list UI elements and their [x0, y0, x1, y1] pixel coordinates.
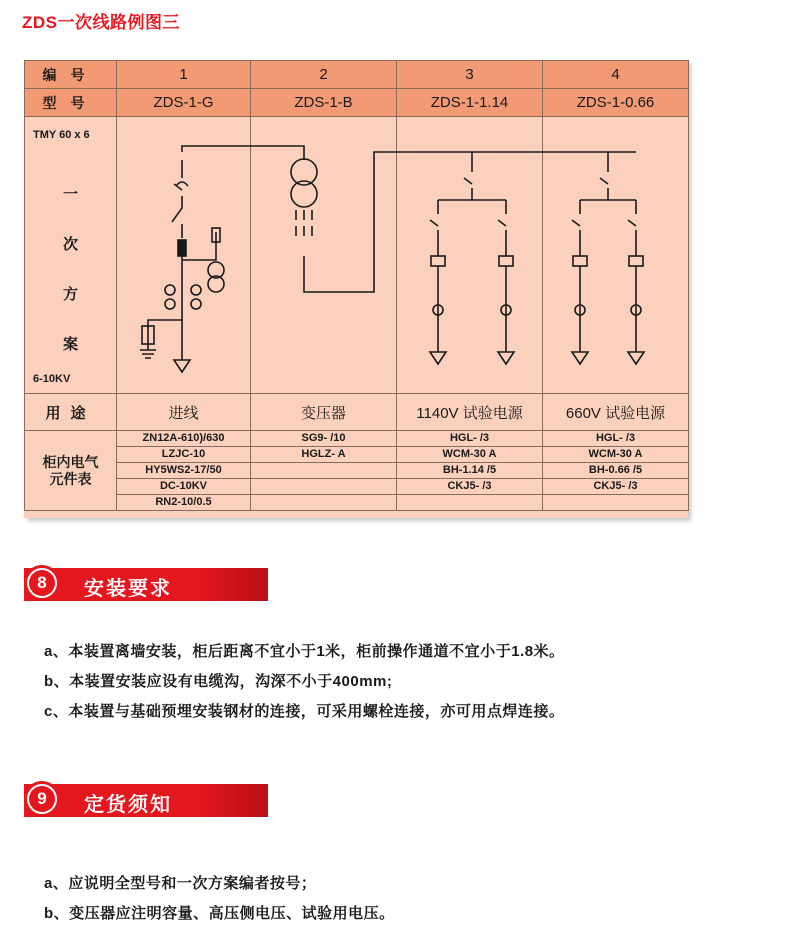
busbar-spec: TMY 60 x 6 — [33, 129, 90, 141]
incoming-disconnector — [172, 160, 182, 238]
usage-cell: 660V 试验电源 — [543, 394, 689, 431]
usage-cell: 1140V 试验电源 — [397, 394, 543, 431]
parts-label-line: 柜内电气 — [42, 453, 99, 470]
usage-cell: 变压器 — [251, 394, 397, 431]
section-header — [24, 568, 268, 601]
model-cell: ZDS-1-B — [251, 89, 397, 117]
part-item — [251, 495, 396, 510]
section-title: 定货须知 — [84, 794, 172, 816]
number-cell: 1 — [117, 61, 251, 89]
part-item: DC-10KV — [117, 479, 250, 495]
scheme-char: 案 — [63, 336, 79, 353]
part-item: HGL- /3 — [397, 431, 542, 447]
page-title: ZDS一次线路例图三 — [22, 13, 180, 32]
transformer-secondary-bus — [304, 152, 636, 292]
part-item: BH-0.66 /5 — [543, 463, 688, 479]
section-header — [24, 784, 268, 817]
parts-cell — [543, 431, 689, 511]
part-item: ZN12A-610)/630 — [117, 431, 250, 447]
section-number-badge: 9 — [24, 781, 60, 817]
model-cell: ZDS-1-G — [117, 89, 251, 117]
parts-label — [25, 431, 117, 511]
section-title: 安装要求 — [84, 578, 172, 600]
requirement-line: c、本装置与基础预埋安装钢材的连接，可采用螺栓连接，亦可用点焊连接。 — [44, 703, 565, 720]
current-transformer-icon — [165, 285, 175, 295]
parts-cell — [117, 431, 251, 511]
scheme-char: 次 — [63, 236, 79, 253]
test-supply-1140 — [430, 152, 514, 364]
part-item — [251, 463, 396, 479]
usage-label: 用途 — [25, 394, 117, 431]
order-note-line: a、应说明全型号和一次方案编者按号； — [44, 875, 317, 892]
part-item: HGL- /3 — [543, 431, 688, 447]
parts-cell — [397, 431, 543, 511]
scheme-char: 方 — [63, 286, 79, 303]
part-item — [543, 495, 688, 510]
number-cell: 3 — [397, 61, 543, 89]
part-item: RN2-10/0.5 — [155, 496, 212, 508]
number-label: 编号 — [25, 61, 117, 89]
order-note-line: b、变压器应注明容量、高压侧电压、试验用电压。 — [44, 905, 395, 922]
number-cell: 4 — [543, 61, 689, 89]
model-cell: ZDS-1-1.14 — [397, 89, 543, 117]
single-line-diagram — [24, 60, 688, 400]
scheme-char: 一 — [63, 186, 79, 203]
part-item: HY5WS2-17/50 — [117, 463, 250, 479]
parts-row — [25, 431, 689, 511]
requirement-line: b、本装置安装应设有电缆沟，沟深不小于400mm; — [44, 673, 393, 690]
test-supply-660 — [572, 152, 644, 364]
model-cell: ZDS-1-0.66 — [543, 89, 689, 117]
part-item — [251, 479, 396, 495]
model-label: 型号 — [25, 89, 117, 117]
part-item: WCM-30 A — [543, 447, 688, 463]
number-cell: 2 — [251, 61, 397, 89]
usage-cell: 进线 — [117, 394, 251, 431]
part-item: SG9- /10 — [251, 431, 396, 447]
part-item: HGLZ- A — [251, 447, 396, 463]
part-item: LZJC-10 — [117, 447, 250, 463]
part-item: WCM-30 A — [397, 447, 542, 463]
part-item: CKJ5- /3 — [397, 479, 542, 495]
transformer-outlet — [296, 210, 312, 236]
parts-cell — [251, 431, 397, 511]
section-number-badge: 8 — [24, 565, 60, 601]
pt-branch — [182, 232, 216, 260]
switch-arc — [176, 182, 188, 186]
scheme-table — [24, 60, 688, 518]
fuse-icon — [178, 240, 186, 256]
part-item: CKJ5- /3 — [543, 479, 688, 495]
bus-line — [182, 146, 304, 160]
current-transformer-icon — [191, 285, 201, 295]
current-transformer-icon — [191, 299, 201, 309]
requirement-line: a、本装置离墙安装，柜后距离不宜小于1米，柜前操作通道不宜小于1.8米。 — [44, 643, 565, 660]
current-transformer-icon — [165, 299, 175, 309]
voltage-label: 6-10KV — [33, 373, 71, 385]
cable-outlet-icon — [174, 256, 190, 372]
part-item — [397, 495, 542, 510]
parts-label-line: 元件表 — [49, 470, 92, 487]
part-item: BH-1.14 /5 — [397, 463, 542, 479]
